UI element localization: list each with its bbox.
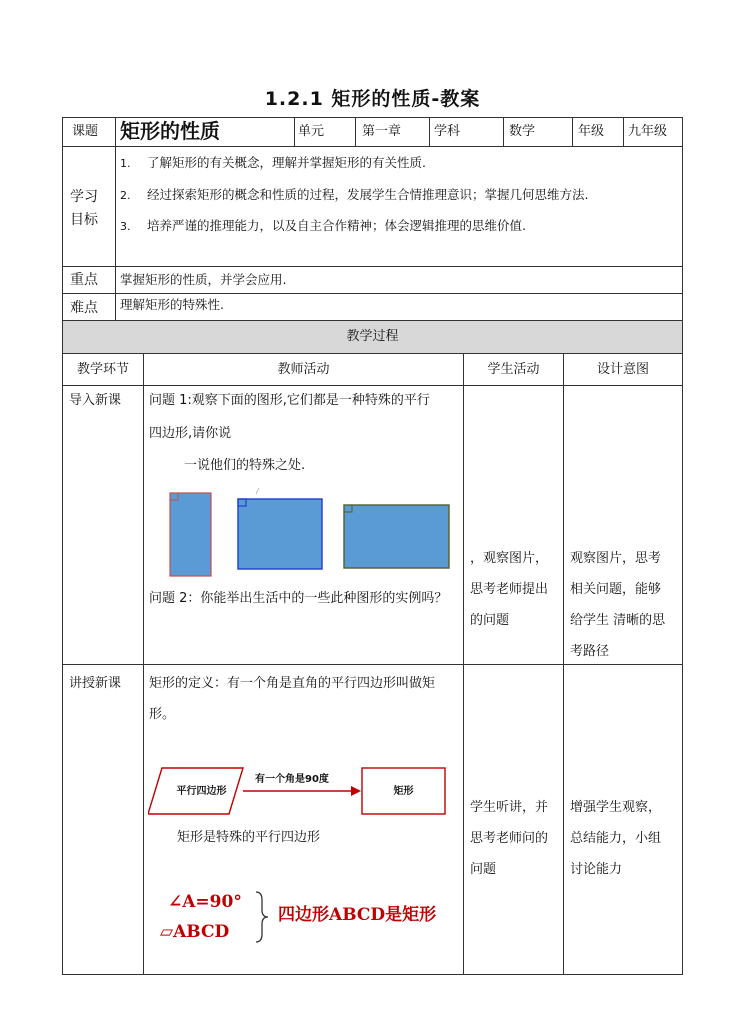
teacher-activity-text: 一说他们的特殊之处. [184, 458, 306, 473]
column-header-stage: 教学环节 [76, 362, 129, 377]
formula-result: 四边形ABCD是矩形 [278, 905, 437, 925]
table-line [355, 117, 356, 146]
table-line [143, 353, 144, 974]
teacher-activity-text: 形。 [149, 707, 176, 722]
student-activity-line: 问题 [470, 862, 497, 877]
table-line [463, 353, 464, 974]
key-point-text: 掌握矩形的性质，并学会应用. [120, 272, 287, 287]
table-line [62, 293, 683, 294]
student-activity-line: 思考老师提出 [470, 582, 549, 597]
teacher-activity-text: 矩形的定义：有一个角是直角的平行四边形叫做矩 [149, 676, 436, 691]
curly-brace [252, 890, 272, 944]
objectives-label-line2: 目标 [70, 212, 98, 228]
student-activity-line: 思考老师问的 [470, 831, 549, 846]
student-activity-line: ，观察图片， [470, 551, 549, 566]
objective-number: 3. [120, 220, 131, 233]
diagram-left-label: 平行四边形 [176, 786, 227, 797]
table-line [294, 117, 295, 146]
process-section-title: 教学过程 [346, 329, 399, 344]
difficulty-text: 理解矩形的特殊性. [120, 297, 224, 312]
landscape-rectangle [344, 505, 449, 568]
objective-text: 培养严谨的推理能力，以及自主合作精神；体会逻辑推理的思维价值. [147, 218, 526, 233]
document-title: 1.2.1 矩形的性质-教案 [264, 88, 481, 110]
subject-label: 学科 [434, 124, 461, 139]
tall-rectangle [170, 493, 211, 576]
table-line [429, 117, 430, 146]
rectangles-figure [160, 485, 460, 585]
column-header-student: 学生活动 [487, 362, 540, 377]
intent-line: 给学生 清晰的思 [570, 613, 666, 628]
table-line [62, 353, 683, 354]
unit-value: 第一章 [362, 124, 402, 139]
table-line [572, 117, 573, 146]
objective-number: 1. [120, 157, 131, 170]
teacher-note: 矩形是特殊的平行四边形 [177, 830, 321, 845]
arrow-head [351, 786, 361, 796]
intent-line: 观察图片，思考 [570, 551, 662, 566]
objectives-label-line1: 学习 [70, 189, 98, 205]
unit-label: 单元 [298, 124, 325, 139]
formula-parallelogram: ▱ABCD [160, 922, 230, 942]
intent-line: 相关问题，能够 [570, 582, 662, 597]
formula-angle: ∠A=90° [168, 892, 242, 912]
table-line [115, 117, 116, 320]
intent-line: 总结能力，小组 [570, 831, 662, 846]
student-activity-line: 的问题 [470, 613, 510, 628]
grade-value: 九年级 [628, 124, 668, 139]
stage-label: 导入新课 [69, 393, 122, 408]
objective-number: 2. [120, 189, 131, 202]
key-point-label: 重点 [70, 272, 98, 288]
stage-label: 讲授新课 [69, 676, 122, 691]
table-border-right [682, 117, 683, 974]
subject-value: 数学 [509, 124, 536, 139]
course-value: 矩形的性质 [120, 119, 220, 143]
grade-label: 年级 [578, 124, 605, 139]
column-header-teacher: 教师活动 [277, 362, 330, 377]
diagram-arrow-label: 有一个角是90度 [255, 774, 329, 785]
teacher-activity-text: 四边形,请你说 [149, 426, 232, 441]
student-activity-line: 学生听讲，并 [470, 800, 549, 815]
table-line [623, 117, 624, 146]
table-line [503, 117, 504, 146]
table-line [62, 117, 683, 118]
diagram-right-label: 矩形 [393, 786, 414, 797]
teacher-activity-text: 问题 1:观察下面的图形,它们都是一种特殊的平行 [149, 393, 430, 408]
intent-line: 讨论能力 [570, 862, 623, 877]
wide-rectangle [238, 499, 322, 569]
table-line [563, 353, 564, 974]
table-border-left [62, 117, 63, 974]
table-line [62, 974, 683, 975]
intent-line: 增强学生观察， [570, 800, 662, 815]
column-header-intent: 设计意图 [596, 362, 649, 377]
objective-text: 了解矩形的有关概念，理解并掌握矩形的有关性质. [147, 155, 426, 170]
table-line [62, 266, 683, 267]
intent-line: 考路径 [570, 644, 610, 659]
course-label: 课题 [72, 124, 99, 139]
teacher-question-2: 问题 2：你能举出生活中的一些此种图形的实例吗？ [149, 591, 448, 606]
objective-text: 经过探索矩形的概念和性质的过程，发展学生合情推理意识；掌握几何思维方法. [147, 187, 589, 202]
table-line [62, 385, 683, 386]
table-line [62, 146, 683, 147]
difficulty-label: 难点 [70, 300, 98, 316]
